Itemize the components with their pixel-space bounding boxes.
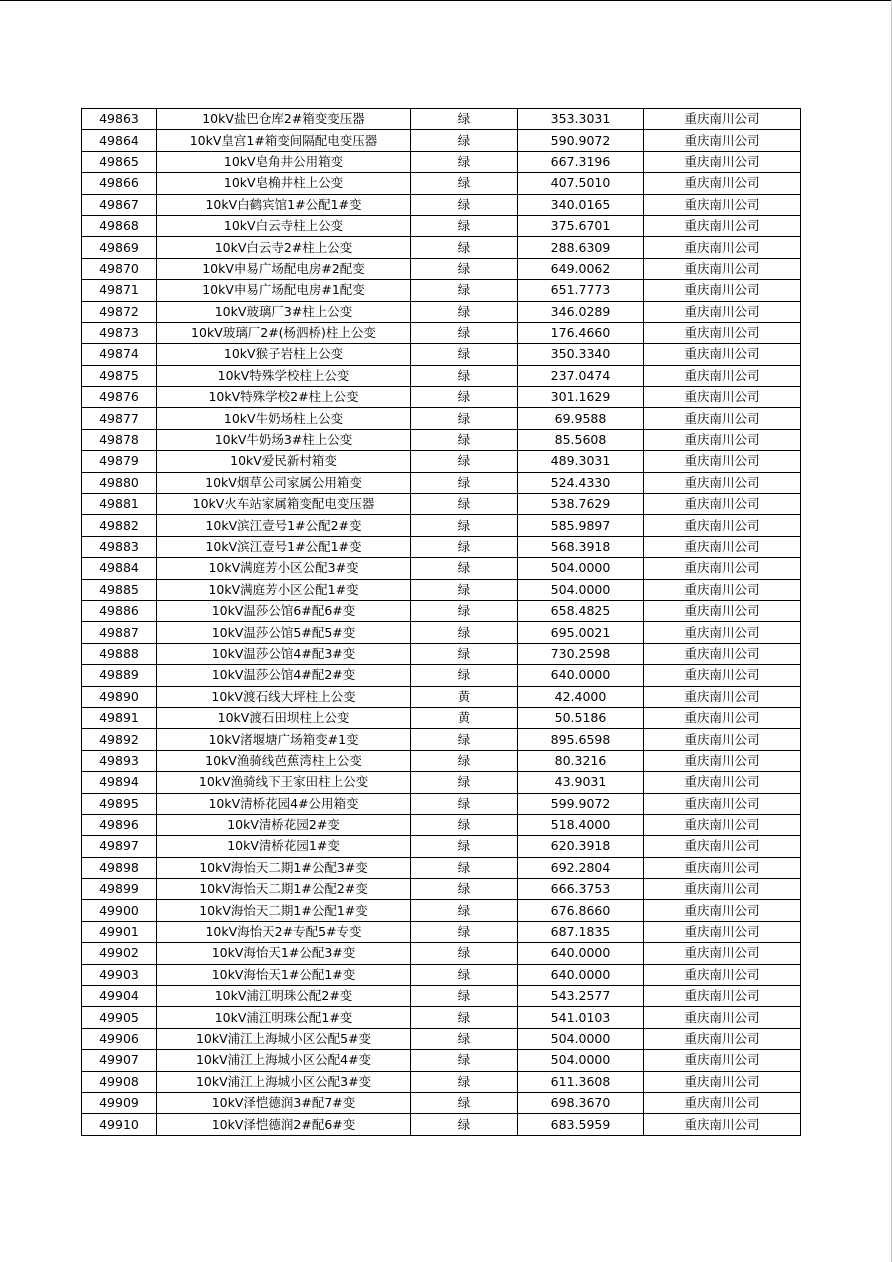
value-cell: 568.3918: [518, 536, 644, 557]
status-level-cell: 绿: [411, 258, 518, 279]
company-cell: 重庆南川公司: [644, 772, 801, 793]
company-cell: 重庆南川公司: [644, 515, 801, 536]
value-cell: 538.7629: [518, 494, 644, 515]
company-cell: 重庆南川公司: [644, 344, 801, 365]
transformer-name-cell: 10kV温莎公馆5#配5#变: [157, 622, 411, 643]
row-id-cell: 49883: [82, 536, 157, 557]
status-level-cell: 绿: [411, 921, 518, 942]
status-level-cell: 绿: [411, 622, 518, 643]
company-cell: 重庆南川公司: [644, 1007, 801, 1028]
company-cell: 重庆南川公司: [644, 1071, 801, 1092]
value-cell: 375.6701: [518, 215, 644, 236]
table-row: [82, 1028, 801, 1049]
transformer-name-cell: 10kV渔骑线下王家田柱上公变: [157, 772, 411, 793]
status-level-cell: 绿: [411, 793, 518, 814]
table-row: [82, 579, 801, 600]
row-id-cell: 49904: [82, 986, 157, 1007]
company-cell: 重庆南川公司: [644, 365, 801, 386]
table-row: [82, 322, 801, 343]
table-row: [82, 986, 801, 1007]
company-cell: 重庆南川公司: [644, 879, 801, 900]
value-cell: 43.9031: [518, 772, 644, 793]
transformer-name-cell: 10kV玻璃厂3#柱上公变: [157, 301, 411, 322]
status-level-cell: 绿: [411, 194, 518, 215]
row-id-cell: 49901: [82, 921, 157, 942]
status-level-cell: 绿: [411, 879, 518, 900]
company-cell: 重庆南川公司: [644, 729, 801, 750]
status-level-cell: 绿: [411, 1071, 518, 1092]
company-cell: 重庆南川公司: [644, 814, 801, 835]
transformer-name-cell: 10kV泽恺德润3#配7#变: [157, 1092, 411, 1113]
value-cell: 346.0289: [518, 301, 644, 322]
row-id-cell: 49890: [82, 686, 157, 707]
status-level-cell: 黄: [411, 686, 518, 707]
status-level-cell: 绿: [411, 665, 518, 686]
table-row: [82, 237, 801, 258]
row-id-cell: 49867: [82, 194, 157, 215]
table-row: [82, 1092, 801, 1113]
value-cell: 640.0000: [518, 964, 644, 985]
table-row: [82, 408, 801, 429]
row-id-cell: 49863: [82, 109, 157, 130]
status-level-cell: 绿: [411, 750, 518, 771]
value-cell: 237.0474: [518, 365, 644, 386]
company-cell: 重庆南川公司: [644, 130, 801, 151]
value-cell: 504.0000: [518, 558, 644, 579]
transformer-name-cell: 10kV海怡天1#公配3#变: [157, 943, 411, 964]
company-cell: 重庆南川公司: [644, 900, 801, 921]
transformer-name-cell: 10kV浦江明珠公配2#变: [157, 986, 411, 1007]
transformer-name-cell: 10kV清桥花园2#变: [157, 814, 411, 835]
status-level-cell: 绿: [411, 729, 518, 750]
transformer-name-cell: 10kV皇宫1#箱变间隔配电变压器: [157, 130, 411, 151]
value-cell: 620.3918: [518, 836, 644, 857]
company-cell: 重庆南川公司: [644, 600, 801, 621]
table-row: [82, 536, 801, 557]
transformer-name-cell: 10kV申易广场配电房#2配变: [157, 258, 411, 279]
table-row: [82, 857, 801, 878]
row-id-cell: 49888: [82, 643, 157, 664]
table-row: [82, 451, 801, 472]
transformer-name-cell: 10kV清桥花园1#变: [157, 836, 411, 857]
transformer-name-cell: 10kV白云寺柱上公变: [157, 215, 411, 236]
table-row: [82, 280, 801, 301]
transformer-name-cell: 10kV渡石线大坪柱上公变: [157, 686, 411, 707]
row-id-cell: 49905: [82, 1007, 157, 1028]
value-cell: 895.6598: [518, 729, 644, 750]
table-row: [82, 793, 801, 814]
company-cell: 重庆南川公司: [644, 387, 801, 408]
status-level-cell: 绿: [411, 387, 518, 408]
company-cell: 重庆南川公司: [644, 665, 801, 686]
row-id-cell: 49876: [82, 387, 157, 408]
status-level-cell: 绿: [411, 814, 518, 835]
company-cell: 重庆南川公司: [644, 964, 801, 985]
table-row: [82, 814, 801, 835]
value-cell: 42.4000: [518, 686, 644, 707]
status-level-cell: 绿: [411, 494, 518, 515]
transformer-name-cell: 10kV白云寺2#柱上公变: [157, 237, 411, 258]
status-level-cell: 绿: [411, 579, 518, 600]
transformer-name-cell: 10kV渔骑线芭蕉湾柱上公变: [157, 750, 411, 771]
table-row: [82, 258, 801, 279]
table-row: [82, 943, 801, 964]
value-cell: 407.5010: [518, 173, 644, 194]
row-id-cell: 49864: [82, 130, 157, 151]
table-row: [82, 921, 801, 942]
table-row: [82, 772, 801, 793]
value-cell: 666.3753: [518, 879, 644, 900]
status-level-cell: 绿: [411, 900, 518, 921]
value-cell: 640.0000: [518, 943, 644, 964]
table-row: [82, 194, 801, 215]
company-cell: 重庆南川公司: [644, 494, 801, 515]
status-level-cell: 绿: [411, 558, 518, 579]
value-cell: 730.2598: [518, 643, 644, 664]
transformer-name-cell: 10kV牛奶场3#柱上公变: [157, 429, 411, 450]
company-cell: 重庆南川公司: [644, 986, 801, 1007]
row-id-cell: 49902: [82, 943, 157, 964]
status-level-cell: 绿: [411, 943, 518, 964]
transformer-name-cell: 10kV海怡天二期1#公配2#变: [157, 879, 411, 900]
value-cell: 176.4660: [518, 322, 644, 343]
row-id-cell: 49891: [82, 707, 157, 728]
row-id-cell: 49896: [82, 814, 157, 835]
company-cell: 重庆南川公司: [644, 109, 801, 130]
row-id-cell: 49880: [82, 472, 157, 493]
company-cell: 重庆南川公司: [644, 173, 801, 194]
company-cell: 重庆南川公司: [644, 1050, 801, 1071]
transformer-name-cell: 10kV海怡天二期1#公配1#变: [157, 900, 411, 921]
transformer-name-cell: 10kV滨江壹号1#公配2#变: [157, 515, 411, 536]
value-cell: 599.9072: [518, 793, 644, 814]
status-level-cell: 绿: [411, 772, 518, 793]
row-id-cell: 49894: [82, 772, 157, 793]
status-level-cell: 绿: [411, 964, 518, 985]
row-id-cell: 49899: [82, 879, 157, 900]
table-row: [82, 900, 801, 921]
value-cell: 649.0062: [518, 258, 644, 279]
value-cell: 640.0000: [518, 665, 644, 686]
status-level-cell: 绿: [411, 600, 518, 621]
row-id-cell: 49865: [82, 151, 157, 172]
table-row: [82, 173, 801, 194]
table-row: [82, 665, 801, 686]
transformer-name-cell: 10kV泽恺德润2#配6#变: [157, 1114, 411, 1135]
value-cell: 698.3670: [518, 1092, 644, 1113]
row-id-cell: 49884: [82, 558, 157, 579]
transformer-data-table: [81, 108, 801, 1136]
table-row: [82, 964, 801, 985]
company-cell: 重庆南川公司: [644, 558, 801, 579]
table-row: [82, 472, 801, 493]
row-id-cell: 49877: [82, 408, 157, 429]
company-cell: 重庆南川公司: [644, 408, 801, 429]
table-row: [82, 1071, 801, 1092]
row-id-cell: 49895: [82, 793, 157, 814]
value-cell: 504.0000: [518, 1028, 644, 1049]
status-level-cell: 绿: [411, 1114, 518, 1135]
table-row: [82, 600, 801, 621]
transformer-name-cell: 10kV浦江上海城小区公配4#变: [157, 1050, 411, 1071]
company-cell: 重庆南川公司: [644, 921, 801, 942]
row-id-cell: 49868: [82, 215, 157, 236]
transformer-name-cell: 10kV白鹤宾馆1#公配1#变: [157, 194, 411, 215]
company-cell: 重庆南川公司: [644, 151, 801, 172]
table-row: [82, 344, 801, 365]
status-level-cell: 绿: [411, 237, 518, 258]
company-cell: 重庆南川公司: [644, 301, 801, 322]
status-level-cell: 绿: [411, 515, 518, 536]
table-row: [82, 301, 801, 322]
row-id-cell: 49871: [82, 280, 157, 301]
status-level-cell: 绿: [411, 1028, 518, 1049]
row-id-cell: 49878: [82, 429, 157, 450]
row-id-cell: 49869: [82, 237, 157, 258]
value-cell: 695.0021: [518, 622, 644, 643]
value-cell: 683.5959: [518, 1114, 644, 1135]
top-border-line: [0, 0, 892, 1]
status-level-cell: 绿: [411, 1092, 518, 1113]
status-level-cell: 黄: [411, 707, 518, 728]
status-level-cell: 绿: [411, 986, 518, 1007]
transformer-name-cell: 10kV浦江上海城小区公配3#变: [157, 1071, 411, 1092]
transformer-name-cell: 10kV玻璃厂2#(杨泗桥)柱上公变: [157, 322, 411, 343]
company-cell: 重庆南川公司: [644, 429, 801, 450]
row-id-cell: 49892: [82, 729, 157, 750]
status-level-cell: 绿: [411, 322, 518, 343]
value-cell: 504.0000: [518, 579, 644, 600]
table-row: [82, 879, 801, 900]
value-cell: 288.6309: [518, 237, 644, 258]
row-id-cell: 49866: [82, 173, 157, 194]
transformer-name-cell: 10kV特殊学校柱上公变: [157, 365, 411, 386]
company-cell: 重庆南川公司: [644, 1028, 801, 1049]
transformer-name-cell: 10kV特殊学校2#柱上公变: [157, 387, 411, 408]
company-cell: 重庆南川公司: [644, 215, 801, 236]
transformer-name-cell: 10kV滨江壹号1#公配1#变: [157, 536, 411, 557]
row-id-cell: 49908: [82, 1071, 157, 1092]
company-cell: 重庆南川公司: [644, 451, 801, 472]
row-id-cell: 49887: [82, 622, 157, 643]
status-level-cell: 绿: [411, 280, 518, 301]
status-level-cell: 绿: [411, 536, 518, 557]
company-cell: 重庆南川公司: [644, 793, 801, 814]
value-cell: 80.3216: [518, 750, 644, 771]
company-cell: 重庆南川公司: [644, 472, 801, 493]
transformer-name-cell: 10kV温莎公馆6#配6#变: [157, 600, 411, 621]
company-cell: 重庆南川公司: [644, 258, 801, 279]
table-row: [82, 686, 801, 707]
value-cell: 687.1835: [518, 921, 644, 942]
company-cell: 重庆南川公司: [644, 322, 801, 343]
row-id-cell: 49889: [82, 665, 157, 686]
transformer-name-cell: 10kV满庭芳小区公配1#变: [157, 579, 411, 600]
status-level-cell: 绿: [411, 451, 518, 472]
value-cell: 658.4825: [518, 600, 644, 621]
company-cell: 重庆南川公司: [644, 579, 801, 600]
company-cell: 重庆南川公司: [644, 750, 801, 771]
transformer-name-cell: 10kV皂角井公用箱变: [157, 151, 411, 172]
value-cell: 85.5608: [518, 429, 644, 450]
company-cell: 重庆南川公司: [644, 237, 801, 258]
table-body: [82, 109, 801, 1136]
row-id-cell: 49903: [82, 964, 157, 985]
transformer-name-cell: 10kV火车站家属箱变配电变压器: [157, 494, 411, 515]
row-id-cell: 49907: [82, 1050, 157, 1071]
value-cell: 524.4330: [518, 472, 644, 493]
row-id-cell: 49898: [82, 857, 157, 878]
transformer-name-cell: 10kV渚堰塘广场箱变#1变: [157, 729, 411, 750]
status-level-cell: 绿: [411, 130, 518, 151]
value-cell: 692.2804: [518, 857, 644, 878]
row-id-cell: 49909: [82, 1092, 157, 1113]
table-row: [82, 1050, 801, 1071]
company-cell: 重庆南川公司: [644, 857, 801, 878]
value-cell: 651.7773: [518, 280, 644, 301]
table-row: [82, 494, 801, 515]
row-id-cell: 49874: [82, 344, 157, 365]
table-row: [82, 836, 801, 857]
row-id-cell: 49897: [82, 836, 157, 857]
transformer-name-cell: 10kV满庭芳小区公配3#变: [157, 558, 411, 579]
row-id-cell: 49885: [82, 579, 157, 600]
value-cell: 50.5186: [518, 707, 644, 728]
status-level-cell: 绿: [411, 344, 518, 365]
row-id-cell: 49906: [82, 1028, 157, 1049]
table-row: [82, 1007, 801, 1028]
row-id-cell: 49886: [82, 600, 157, 621]
value-cell: 504.0000: [518, 1050, 644, 1071]
status-level-cell: 绿: [411, 173, 518, 194]
row-id-cell: 49910: [82, 1114, 157, 1135]
company-cell: 重庆南川公司: [644, 536, 801, 557]
table-row: [82, 729, 801, 750]
table-row: [82, 622, 801, 643]
value-cell: 518.4000: [518, 814, 644, 835]
row-id-cell: 49879: [82, 451, 157, 472]
transformer-name-cell: 10kV温莎公馆4#配2#变: [157, 665, 411, 686]
company-cell: 重庆南川公司: [644, 643, 801, 664]
row-id-cell: 49870: [82, 258, 157, 279]
status-level-cell: 绿: [411, 472, 518, 493]
company-cell: 重庆南川公司: [644, 1092, 801, 1113]
row-id-cell: 49900: [82, 900, 157, 921]
table-row: [82, 215, 801, 236]
table-row: [82, 365, 801, 386]
status-level-cell: 绿: [411, 408, 518, 429]
table-row: [82, 707, 801, 728]
transformer-name-cell: 10kV申易广场配电房#1配变: [157, 280, 411, 301]
value-cell: 69.9588: [518, 408, 644, 429]
table-row: [82, 151, 801, 172]
transformer-name-cell: 10kV盐巴仓库2#箱变变压器: [157, 109, 411, 130]
transformer-name-cell: 10kV海怡天1#公配1#变: [157, 964, 411, 985]
company-cell: 重庆南川公司: [644, 836, 801, 857]
value-cell: 590.9072: [518, 130, 644, 151]
company-cell: 重庆南川公司: [644, 280, 801, 301]
transformer-name-cell: 10kV爱民新村箱变: [157, 451, 411, 472]
value-cell: 676.8660: [518, 900, 644, 921]
status-level-cell: 绿: [411, 151, 518, 172]
status-level-cell: 绿: [411, 1050, 518, 1071]
status-level-cell: 绿: [411, 857, 518, 878]
status-level-cell: 绿: [411, 643, 518, 664]
company-cell: 重庆南川公司: [644, 1114, 801, 1135]
table-row: [82, 515, 801, 536]
table-row: [82, 387, 801, 408]
status-level-cell: 绿: [411, 1007, 518, 1028]
company-cell: 重庆南川公司: [644, 707, 801, 728]
value-cell: 353.3031: [518, 109, 644, 130]
row-id-cell: 49873: [82, 322, 157, 343]
table-row: [82, 1114, 801, 1135]
status-level-cell: 绿: [411, 109, 518, 130]
status-level-cell: 绿: [411, 215, 518, 236]
row-id-cell: 49893: [82, 750, 157, 771]
status-level-cell: 绿: [411, 429, 518, 450]
table-row: [82, 429, 801, 450]
transformer-name-cell: 10kV渡石田坝柱上公变: [157, 707, 411, 728]
table-row: [82, 558, 801, 579]
transformer-name-cell: 10kV烟草公司家属公用箱变: [157, 472, 411, 493]
company-cell: 重庆南川公司: [644, 194, 801, 215]
transformer-name-cell: 10kV海怡天2#专配5#专变: [157, 921, 411, 942]
transformer-name-cell: 10kV猴子岩柱上公变: [157, 344, 411, 365]
company-cell: 重庆南川公司: [644, 943, 801, 964]
transformer-name-cell: 10kV浦江上海城小区公配5#变: [157, 1028, 411, 1049]
transformer-name-cell: 10kV皂桷井柱上公变: [157, 173, 411, 194]
value-cell: 301.1629: [518, 387, 644, 408]
transformer-name-cell: 10kV牛奶场柱上公变: [157, 408, 411, 429]
company-cell: 重庆南川公司: [644, 622, 801, 643]
table-row: [82, 643, 801, 664]
table-row: [82, 750, 801, 771]
value-cell: 585.9897: [518, 515, 644, 536]
table-row: [82, 130, 801, 151]
transformer-name-cell: 10kV海怡天二期1#公配3#变: [157, 857, 411, 878]
value-cell: 489.3031: [518, 451, 644, 472]
row-id-cell: 49875: [82, 365, 157, 386]
status-level-cell: 绿: [411, 301, 518, 322]
value-cell: 541.0103: [518, 1007, 644, 1028]
value-cell: 543.2577: [518, 986, 644, 1007]
row-id-cell: 49882: [82, 515, 157, 536]
transformer-name-cell: 10kV清桥花园4#公用箱变: [157, 793, 411, 814]
row-id-cell: 49872: [82, 301, 157, 322]
value-cell: 340.0165: [518, 194, 644, 215]
table-row: [82, 109, 801, 130]
value-cell: 611.3608: [518, 1071, 644, 1092]
status-level-cell: 绿: [411, 836, 518, 857]
status-level-cell: 绿: [411, 365, 518, 386]
value-cell: 667.3196: [518, 151, 644, 172]
company-cell: 重庆南川公司: [644, 686, 801, 707]
row-id-cell: 49881: [82, 494, 157, 515]
transformer-name-cell: 10kV温莎公馆4#配3#变: [157, 643, 411, 664]
value-cell: 350.3340: [518, 344, 644, 365]
transformer-name-cell: 10kV浦江明珠公配1#变: [157, 1007, 411, 1028]
